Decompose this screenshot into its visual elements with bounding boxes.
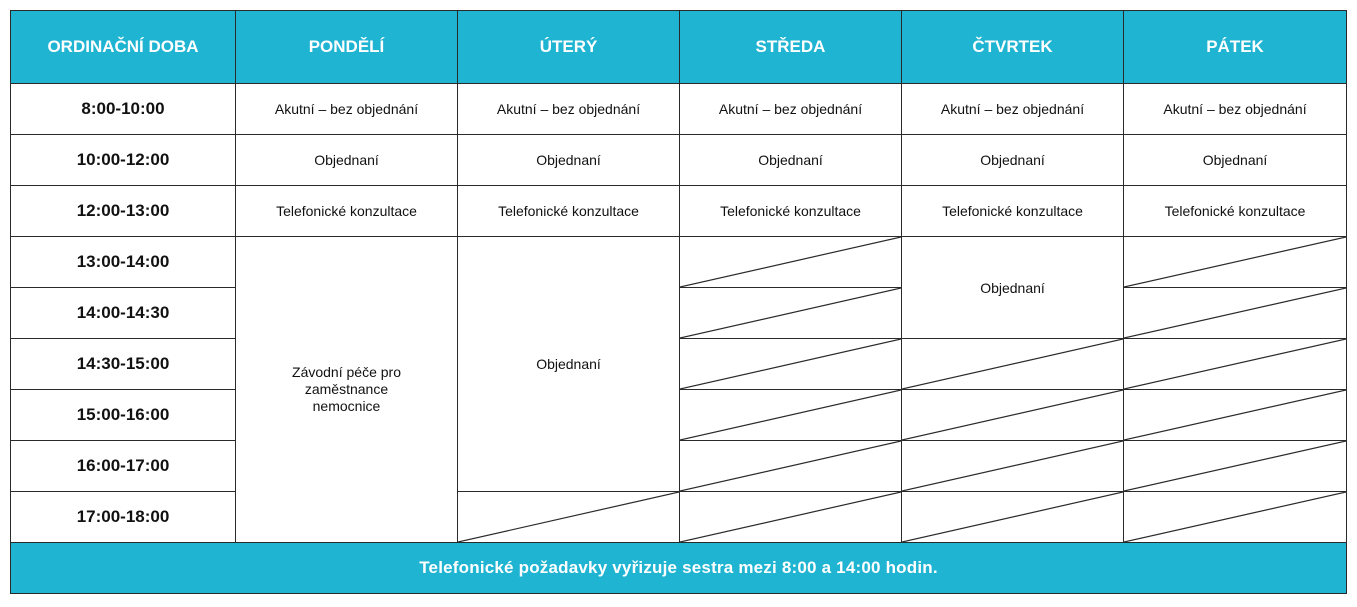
strike-line	[680, 441, 901, 491]
closed-cell	[680, 288, 902, 339]
closed-cell	[680, 237, 902, 288]
table-row	[11, 237, 1347, 288]
cell-phone-consult: Telefonické konzultace	[236, 186, 458, 237]
closed-cell	[1124, 390, 1347, 441]
cell-ordered-thursday	[902, 237, 1124, 339]
strike-line	[1124, 237, 1346, 287]
ordered-label: Objednaní	[980, 279, 1045, 296]
closed-cell	[902, 441, 1124, 492]
header-friday: PÁTEK	[1124, 11, 1347, 84]
closed-cell	[902, 390, 1124, 441]
cell-occupational-care	[236, 237, 458, 543]
cell-acute: Akutní – bez objednání	[458, 84, 680, 135]
time-slot: 17:00-18:00	[11, 492, 236, 543]
closed-cell	[1124, 441, 1347, 492]
strike-line	[1124, 288, 1346, 338]
strike-line	[680, 492, 901, 542]
closed-cell	[458, 492, 680, 543]
time-slot: 10:00-12:00	[11, 135, 236, 186]
closed-cell	[680, 441, 902, 492]
table-row	[11, 135, 1347, 186]
strike-line	[902, 390, 1123, 440]
cell-acute: Akutní – bez objednání	[236, 84, 458, 135]
table-row	[11, 84, 1347, 135]
table-row	[11, 492, 1347, 543]
header-row	[11, 11, 1347, 84]
cell-ordered-tuesday	[458, 237, 680, 492]
strike-line	[1124, 492, 1346, 542]
office-hours-table	[10, 10, 1347, 594]
time-slot: 8:00-10:00	[11, 84, 236, 135]
strike-line	[902, 441, 1123, 491]
strike-line	[680, 237, 901, 287]
time-slot: 14:00-14:30	[11, 288, 236, 339]
closed-cell	[902, 339, 1124, 390]
header-thursday: ČTVRTEK	[902, 11, 1124, 84]
cell-phone-consult: Telefonické konzultace	[458, 186, 680, 237]
cell-ordered: Objednaní	[680, 135, 902, 186]
time-slot: 15:00-16:00	[11, 390, 236, 441]
closed-cell	[902, 492, 1124, 543]
footer-note: Telefonické požadavky vyřizuje sestra mezi 8:00 a 14:00 hodin.	[11, 543, 1347, 594]
header-tuesday: ÚTERÝ	[458, 11, 680, 84]
time-slot: 16:00-17:00	[11, 441, 236, 492]
cell-ordered: Objednaní	[902, 135, 1124, 186]
time-slot: 14:30-15:00	[11, 339, 236, 390]
time-slot: 13:00-14:00	[11, 237, 236, 288]
strike-line	[458, 492, 679, 542]
cell-phone-consult: Telefonické konzultace	[1124, 186, 1347, 237]
closed-cell	[1124, 339, 1347, 390]
closed-cell	[1124, 492, 1347, 543]
schedule-wrapper	[10, 10, 1347, 594]
time-slot: 12:00-13:00	[11, 186, 236, 237]
closed-cell	[1124, 288, 1347, 339]
strike-line	[1124, 390, 1346, 440]
cell-ordered: Objednaní	[458, 135, 680, 186]
cell-acute: Akutní – bez objednání	[1124, 84, 1347, 135]
footer-row	[11, 543, 1347, 594]
strike-line	[902, 339, 1123, 389]
closed-cell	[1124, 237, 1347, 288]
cell-acute: Akutní – bez objednání	[680, 84, 902, 135]
strike-line	[680, 390, 901, 440]
strike-line	[902, 492, 1123, 542]
occupational-care-label: Závodní péče pro zaměstnance nemocnice	[292, 364, 401, 414]
cell-acute: Akutní – bez objednání	[902, 84, 1124, 135]
strike-line	[680, 339, 901, 389]
cell-ordered: Objednaní	[236, 135, 458, 186]
strike-line	[1124, 339, 1346, 389]
strike-line	[1124, 441, 1346, 491]
header-office-hours: ORDINAČNÍ DOBA	[11, 11, 236, 84]
header-monday: PONDĚLÍ	[236, 11, 458, 84]
closed-cell	[680, 339, 902, 390]
cell-ordered: Objednaní	[1124, 135, 1347, 186]
strike-line	[680, 288, 901, 338]
header-wednesday: STŘEDA	[680, 11, 902, 84]
closed-cell	[680, 492, 902, 543]
cell-phone-consult: Telefonické konzultace	[902, 186, 1124, 237]
cell-phone-consult: Telefonické konzultace	[680, 186, 902, 237]
closed-cell	[680, 390, 902, 441]
ordered-label: Objednaní	[536, 356, 601, 372]
table-row	[11, 186, 1347, 237]
